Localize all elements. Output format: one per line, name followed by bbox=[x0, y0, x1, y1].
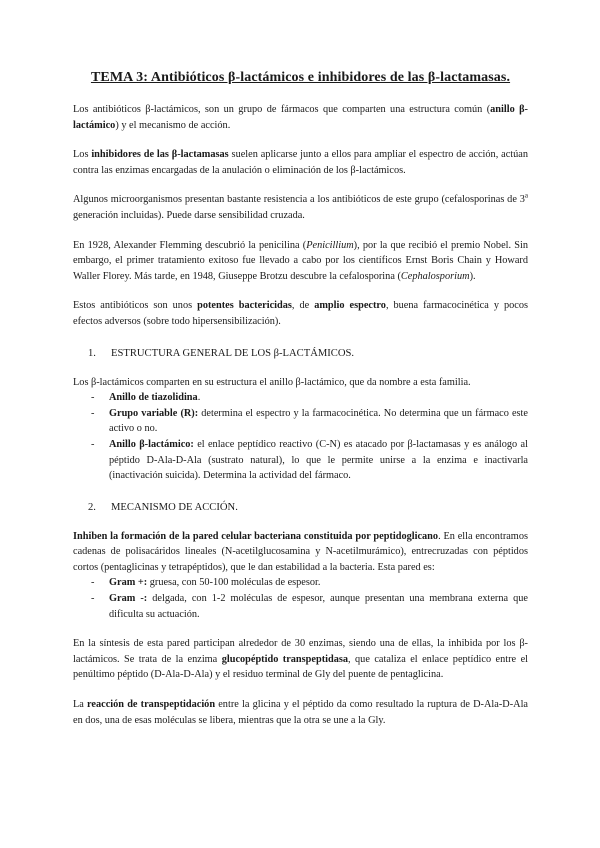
section-1-title: ESTRUCTURA GENERAL DE LOS β-LACTÁMICOS. bbox=[111, 347, 355, 359]
section-2-title: MECANISMO DE ACCIÓN. bbox=[111, 501, 238, 513]
list-item: - Gram -: delgada, con 1-2 moléculas de espesor, aunque presentan una membrana externa que dificulta su actuación. bbox=[91, 593, 528, 620]
section-1-list bbox=[73, 390, 528, 484]
list-item: - Grupo variable (R): determina el espectro y la farmacocinética. No determina que un fármaco este activo o no. bbox=[91, 407, 528, 435]
document-title: TEMA 3: Antibióticos β-lactámicos e inhibidores de las β-lactamasas. bbox=[90, 70, 511, 85]
section-1-heading bbox=[88, 348, 528, 359]
list-item: - Anillo β-lactámico: el enlace peptídico reactivo (C-N) es atacado por β-lactamasas y es análogo al péptido D-Ala-D-Ala (sustrato natural), lo que le permite unirse a la enzima e inactivarla (inactivación suicida). Determina la actividad del fármaco. bbox=[91, 438, 528, 482]
intro-paragraph-5: Estos antibióticos son unos potentes bactericidas, de amplio espectro, buena farmacocinética y pocos efectos adversos (sobre todo hipersensibilización). bbox=[73, 300, 528, 327]
section-2-paragraph-1: Inhiben la formación de la pared celular bacteriana constituida por peptidoglicano. En ella encontramos cadenas de polisacáridos lineales (N-acetilglucosamina y N-acetilmurámico), entrecruzadas con péptidos cortos (pentaglicinas y tetrapéptidos), que le dan estabilidad a la bacteria. Esta pared es: bbox=[73, 530, 528, 573]
section-2-list bbox=[73, 575, 528, 622]
intro-paragraph-1: Los antibióticos β-lactámicos, son un grupo de fármacos que comparten una estructura común (anillo β-lactámico) y el mecanismo de acción. bbox=[73, 104, 528, 131]
section-2-paragraph-3: La reacción de transpeptidación entre la glicina y el péptido da como resultado la ruptura de D-Ala-D-Ala en dos, una de esas moléculas se libera, mientras que la otra se une a la Gly. bbox=[73, 699, 528, 726]
intro-paragraph-2: Los inhibidores de las β-lactamasas suelen aplicarse junto a ellos para ampliar el espectro de acción, actúan contra las enzimas encargadas de la anulación o eliminación de los β-lactámicos. bbox=[73, 149, 528, 176]
list-item: - Gram +: gruesa, con 50-100 moléculas de espesor. bbox=[91, 577, 321, 589]
section-2-paragraph-2: En la síntesis de esta pared participan alrededor de 30 enzimas, siendo una de ellas, la inhibida por los β-lactámicos. Se trata de la enzima glucopéptido transpeptidasa, que cataliza el enlace peptídico entre el penúltimo péptido (D-Ala-D-Ala) y el residuo terminal de Gly del puente de pentaglicina. bbox=[73, 638, 528, 681]
section-2-heading bbox=[88, 502, 528, 513]
intro-paragraph-3: Algunos microorganismos presentan bastante resistencia a los antibióticos de este grupo (cefalosporinas de 3$^a$ generación incluidas). Puede darse sensibilidad cruzada. bbox=[73, 191, 528, 221]
intro-paragraph-4: En 1928, Alexander Flemming descubrió la penicilina (Penicillium), por la que recibió el premio Nobel. Sin embargo, el primer tratamiento exitoso fue llevado a cabo por los científicos Ernst Boris Chain y Howard Waller Florey. Más tarde, en 1948, Giuseppe Brotzu descubre la cefalosporina (Cephalosporium). bbox=[73, 239, 529, 282]
section-1-number: 1. bbox=[88, 347, 96, 359]
section-2-number: 2. bbox=[88, 501, 96, 513]
section-1-lead: Los β-lactámicos comparten en su estructura el anillo β-lactámico, que da nombre a esta familia. bbox=[73, 376, 471, 388]
list-item: - Anillo de tiazolidina. bbox=[91, 392, 201, 404]
